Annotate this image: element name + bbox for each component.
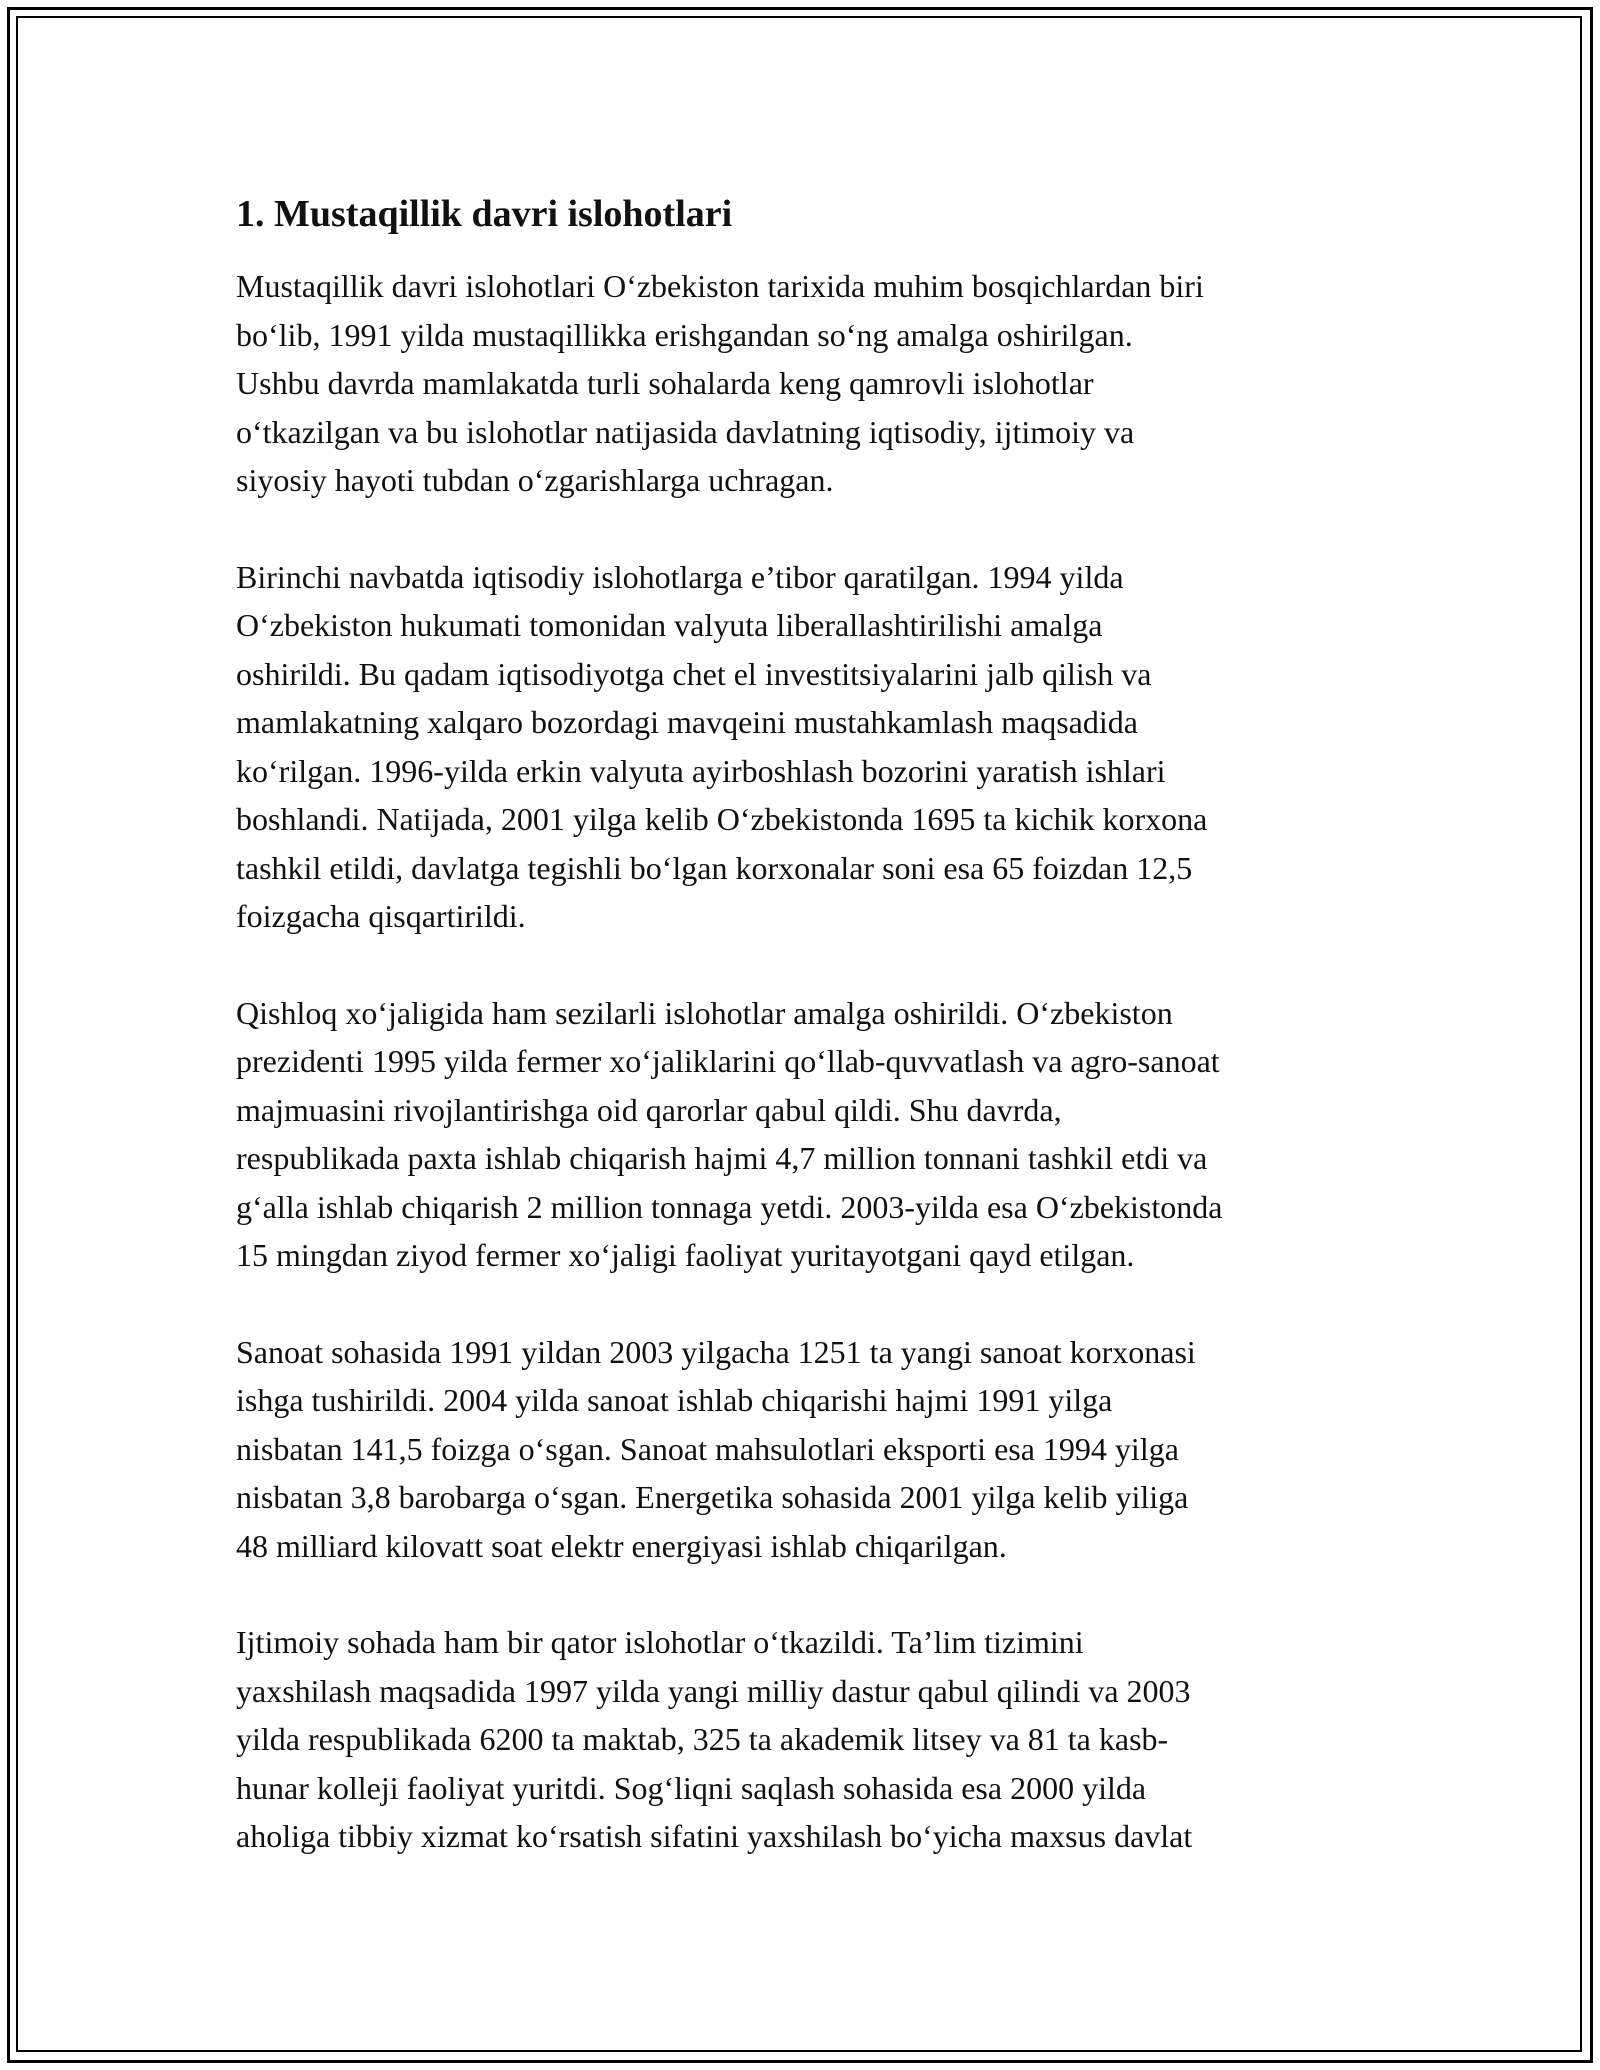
text-line: tashkil etildi, davlatga tegishli bo‘lgan korxonalar soni esa 65 foizdan 12,5 — [236, 849, 1193, 886]
text-line: siyosiy hayoti tubdan o‘zgarishlarga uchragan. — [236, 462, 834, 498]
text-line: o‘tkazilgan va bu islohotlar natijasida davlatning iqtisodiy, ijtimoiy va — [236, 413, 1135, 450]
text-line: Sanoat sohasida 1991 yildan 2003 yilgacha 1251 ta yangi sanoat korxonasi — [236, 1333, 1196, 1370]
text-line: mamlakatning xalqaro bozordagi mavqeini mustahkamlash maqsadida — [236, 704, 1138, 740]
text-line: nisbatan 3,8 barobarga o‘sgan. Energetika sohasida 2001 yilga kelib yiliga — [236, 1479, 1189, 1515]
text-line: Mustaqillik davri islohotlari O‘zbekiston tarixida muhim bosqichlardan biri — [236, 268, 1204, 304]
section-title: 1. Mustaqillik davri islohotlari — [236, 193, 733, 235]
text-line: Qishloq xo‘jaligida ham sezilarli islohotlar amalga oshirildi. O‘zbekiston — [236, 994, 1173, 1031]
text-line: 15 mingdan ziyod fermer xo‘jaligi faoliyat yuritayotgani qayd etilgan. — [236, 1237, 1135, 1273]
text-line: respublikada paxta ishlab chiqarish hajmi 4,7 million tonnani tashkil etdi va — [236, 1140, 1208, 1176]
paragraph-agriculture — [236, 989, 1376, 1280]
document-body — [236, 188, 1376, 1909]
text-line: Ushbu davrda mamlakatda turli sohalarda keng qamrovli islohotlar — [236, 365, 1094, 401]
text-line: prezidenti 1995 yilda fermer xo‘jaliklarini qo‘llab-quvvatlash va agro-sanoat — [236, 1043, 1220, 1079]
paragraph-industry — [236, 1328, 1376, 1571]
text-line: O‘zbekiston hukumati tomonidan valyuta liberallashtirilishi amalga — [236, 607, 1103, 643]
text-line: yaxshilash maqsadida 1997 yilda yangi milliy dastur qabul qilindi va 2003 — [236, 1672, 1191, 1709]
text-line: majmuasini rivojlantirishga oid qarorlar qabul qildi. Shu davrda, — [236, 1091, 1062, 1128]
text-line: aholiga tibbiy xizmat ko‘rsatish sifatini yaxshilash bo‘yicha maxsus davlat — [236, 1818, 1193, 1854]
text-line: 48 milliard kilovatt soat elektr energiyasi ishlab chiqarilgan. — [236, 1527, 1007, 1564]
text-line: g‘alla ishlab chiqarish 2 million tonnaga yetdi. 2003-yilda esa O‘zbekistonda — [236, 1188, 1223, 1225]
text-line: yilda respublikada 6200 ta maktab, 325 ta akademik litsey va 81 ta kasb- — [236, 1721, 1169, 1757]
text-line: ko‘rilgan. 1996-yilda erkin valyuta ayirboshlash bozorini yaratish ishlari — [236, 752, 1166, 789]
paragraph-economy — [236, 553, 1376, 941]
text-line: Ijtimoiy sohada ham bir qator islohotlar o‘tkazildi. Ta’lim tizimini — [236, 1624, 1084, 1660]
text-line: boshlandi. Natijada, 2001 yilga kelib O‘zbekistonda 1695 ta kichik korxona — [236, 801, 1208, 837]
text-line: ishga tushirildi. 2004 yilda sanoat ishlab chiqarishi hajmi 1991 yilga — [236, 1382, 1113, 1418]
text-line: foizgacha qisqartirildi. — [236, 898, 526, 934]
paragraph-social — [236, 1618, 1376, 1861]
text-line: hunar kolleji faoliyat yuritdi. Sog‘liqni saqlash sohasida esa 2000 yilda — [236, 1769, 1147, 1806]
text-line: bo‘lib, 1991 yilda mustaqillikka erishgandan so‘ng amalga oshirilgan. — [236, 316, 1133, 353]
text-line: nisbatan 141,5 foizga o‘sgan. Sanoat mahsulotlari eksporti esa 1994 yilga — [236, 1430, 1179, 1467]
paragraph-intro — [236, 262, 1376, 505]
text-line: oshirildi. Bu qadam iqtisodiyotga chet el investitsiyalarini jalb qilish va — [236, 655, 1152, 692]
text-line: Birinchi navbatda iqtisodiy islohotlarga e’tibor qaratilgan. 1994 yilda — [236, 558, 1124, 595]
